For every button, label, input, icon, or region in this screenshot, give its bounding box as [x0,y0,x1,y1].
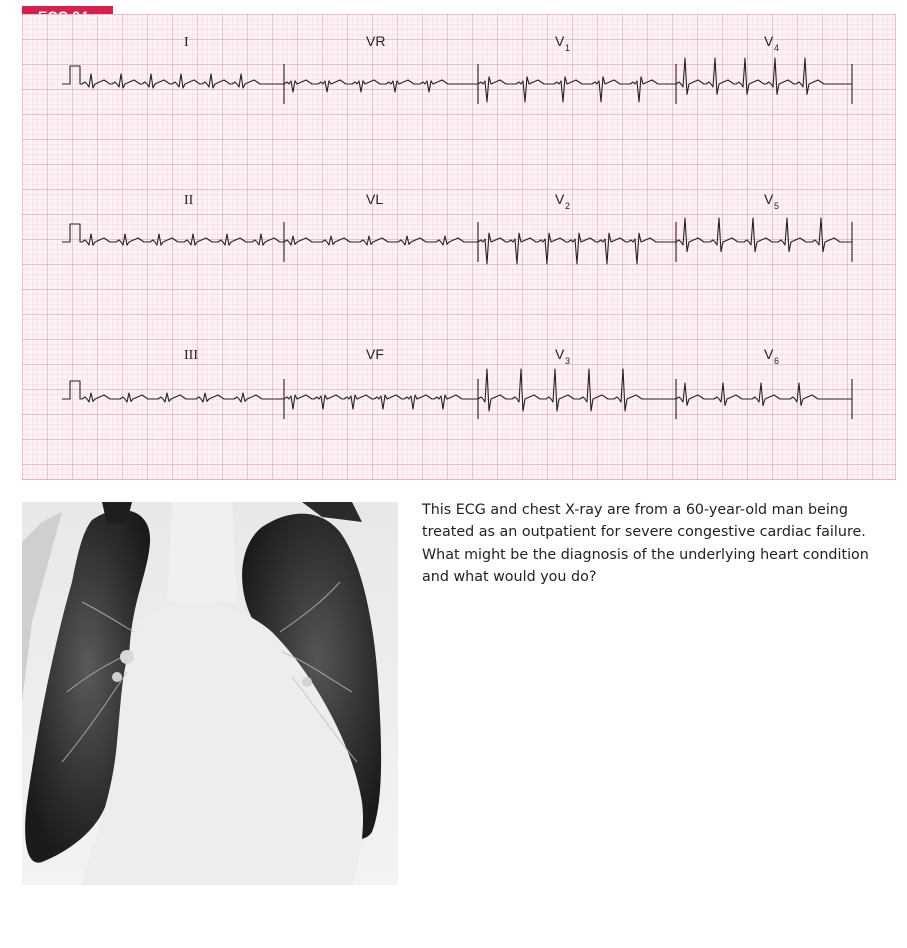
lead-subscript: 4 [774,43,780,53]
lead-subscript: 2 [565,201,571,211]
lead-label-i: I [184,35,189,50]
lead-label-v3: V [555,346,565,362]
lead-subscript: 6 [774,356,780,366]
figure-caption: This ECG and chest X-ray are from a 60-year-old man being treated as an outpatient for severe congestive cardiac failure. What might be the diagnosis of the underlying heart condition and what would you do? [422,502,869,586]
lead-label-v2: V [555,191,565,207]
lead-label-vr: VR [366,33,386,49]
lead-subscript: 1 [565,43,571,53]
lead-subscript: 5 [774,201,780,211]
lead-label-v6: V [764,346,774,362]
lead-label-iii: III [184,348,198,363]
lead-label-ii: II [184,193,194,208]
lead-label-v4: V [764,33,774,49]
lead-subscript: 3 [565,356,571,366]
lead-label-v5: V [764,191,774,207]
lead-label-vl: VL [366,191,384,207]
ecg-strip [22,14,896,480]
chest-xray [22,502,398,885]
lead-label-v1: V [555,33,565,49]
lead-label-vf: VF [366,346,384,362]
